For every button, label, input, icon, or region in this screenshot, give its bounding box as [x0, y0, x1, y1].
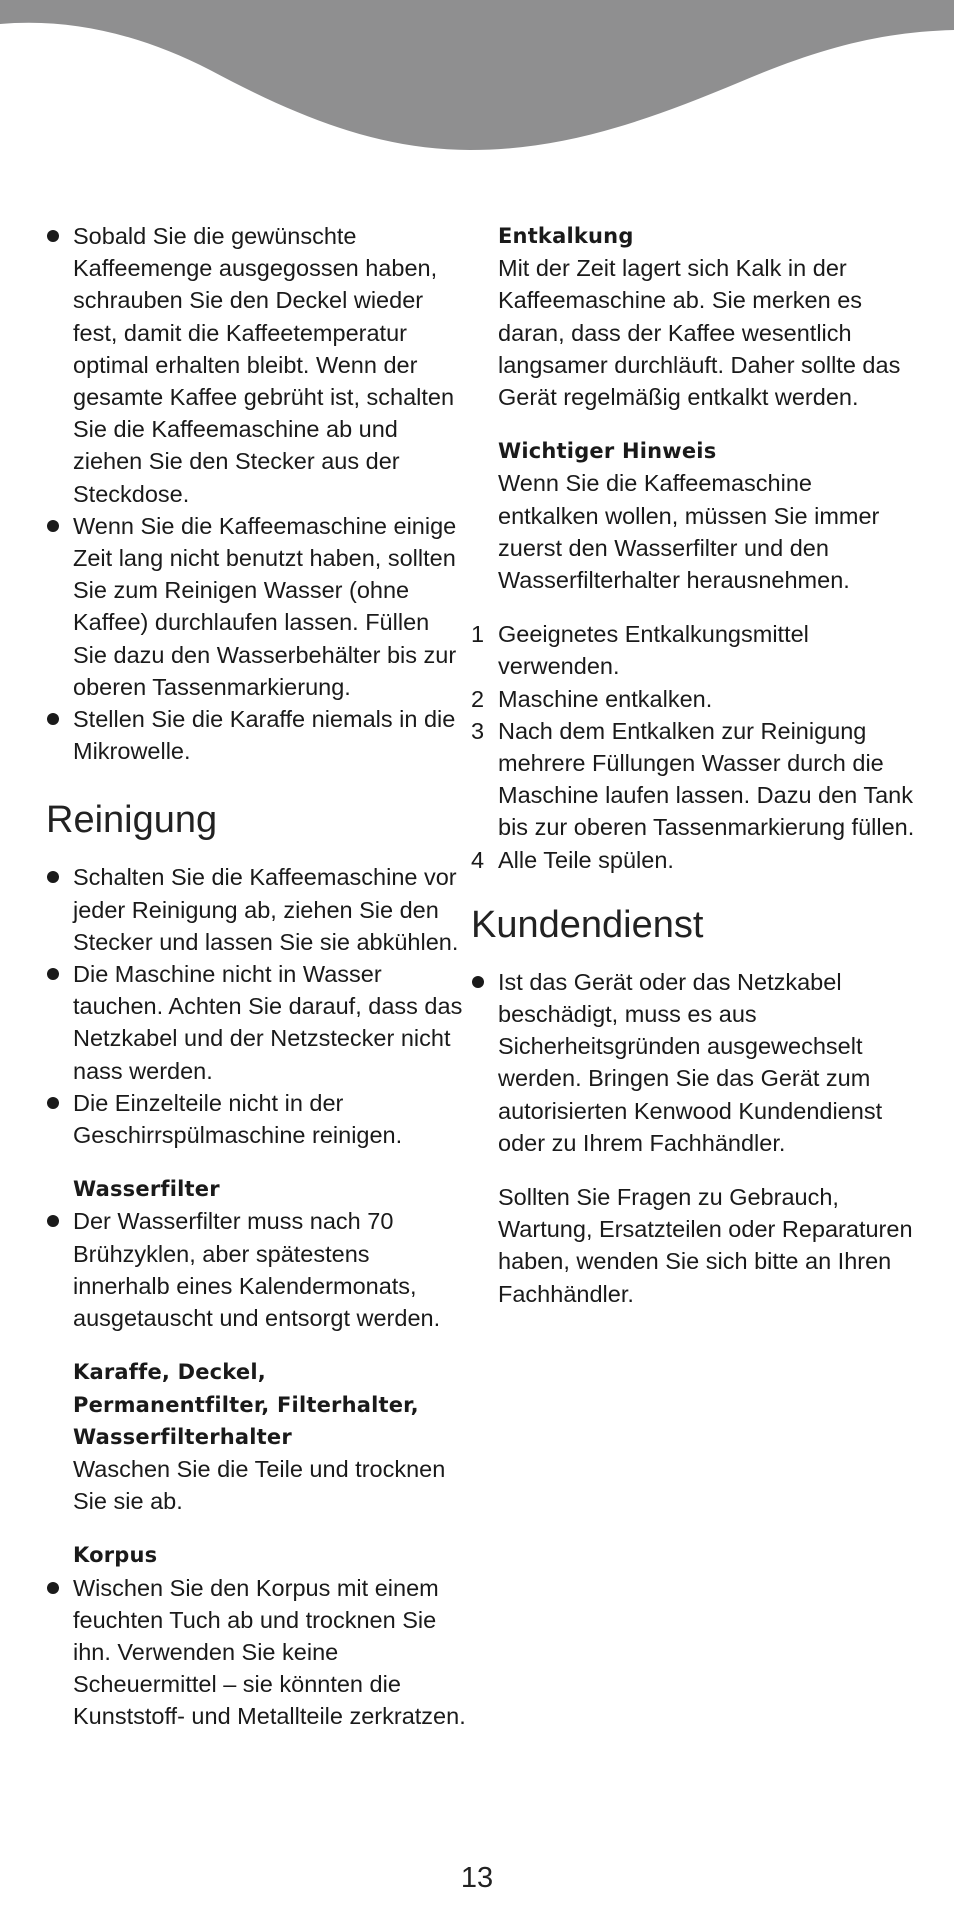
step-number: 1	[471, 621, 485, 648]
reinigung-heading: Reinigung	[46, 799, 218, 842]
hinweis-text: Wenn Sie die Kaffeemaschine entkalken wollen, müssen Sie immer zuerst den Wasserfilter und den Wasserfilterhalter herausnehmen.	[498, 470, 880, 594]
step-number: 2	[471, 685, 485, 712]
list-item: Die Maschine nicht in Wasser tauchen. Achten Sie darauf, dass das Netzkabel und der Netzstecker nicht nass werden.	[46, 958, 466, 1087]
list-item	[471, 715, 918, 844]
intro-bullet-list	[46, 220, 466, 767]
entkalkung-subheading: Entkalkung	[498, 224, 634, 248]
list-item: Schalten Sie die Kaffeemaschine vor jeder Reinigung ab, ziehen Sie den Stecker und lassen Sie sie abkühlen.	[46, 861, 466, 958]
list-item: Ist das Gerät oder das Netzkabel beschädigt, muss es aus Sicherheitsgründen ausgewechselt werden. Bringen Sie das Gerät zum autorisierten Kenwood Kundendienst oder zu Ihrem Fachhändler.	[471, 966, 918, 1159]
step-text: Nach dem Entkalken zur Reinigung mehrere Füllungen Wasser durch die Maschine laufen lassen. Dazu den Tank bis zur oberen Tassenmarkierung füllen.	[498, 717, 915, 841]
reinigung-bullet-list	[46, 861, 466, 1151]
list-item	[471, 844, 918, 876]
wasserfilter-subheading: Wasserfilter	[73, 1177, 220, 1202]
header-wave-decoration	[0, 0, 954, 160]
karaffe-text: Waschen Sie die Teile und trocknen Sie sie ab.	[73, 1455, 446, 1515]
hinweis-subheading: Wichtiger Hinweis	[498, 439, 717, 464]
karaffe-subheading: Karaffe, Deckel, Permanentfilter, Filterhalter, Wasserfilterhalter	[73, 1360, 419, 1449]
kundendienst-text: Sollten Sie Fragen zu Gebrauch, Wartung, Ersatzteilen oder Reparaturen haben, wenden Sie sich bitte an Ihren Fachhändler.	[498, 1184, 913, 1307]
step-text: Geeignetes Entkalkungsmittel verwenden.	[498, 621, 809, 680]
korpus-subheading: Korpus	[73, 1543, 158, 1568]
list-item: Stellen Sie die Karaffe niemals in die Mikrowelle.	[46, 703, 466, 767]
step-number: 3	[471, 717, 485, 744]
list-item: Die Einzelteile nicht in der Geschirrspülmaschine reinigen.	[46, 1087, 466, 1151]
right-column	[471, 220, 918, 1310]
kundendienst-heading: Kundendienst	[471, 903, 704, 946]
left-column	[46, 220, 466, 1733]
list-item: Der Wasserfilter muss nach 70 Brühzyklen, aber spätestens innerhalb eines Kalendermonats, ausgetauscht und entsorgt werden.	[46, 1205, 466, 1334]
list-item: Sobald Sie die gewünschte Kaffeemenge ausgegossen haben, schrauben Sie den Deckel wieder fest, damit die Kaffeetemperatur optimal erhalten bleibt. Wenn der gesamte Kaffee gebrüht ist, schalten Sie die Kaffeemaschine ab und ziehen Sie den Stecker aus der Steckdose.	[46, 220, 466, 510]
list-item	[471, 618, 918, 682]
page-number: 13	[460, 1862, 494, 1894]
list-item	[471, 683, 918, 715]
list-item: Wischen Sie den Korpus mit einem feuchten Tuch ab und trocknen Sie ihn. Verwenden Sie keine Scheuermittel – sie könnten die Kunststoff- und Metallteile zerkratzen.	[46, 1572, 466, 1733]
entkalkung-steps-list	[471, 618, 918, 876]
step-text: Alle Teile spülen.	[498, 846, 674, 873]
entkalkung-text: Mit der Zeit lagert sich Kalk in der Kaffeemaschine ab. Sie merken es daran, dass der Kaffee wesentlich langsamer durchläuft. Daher sollte das Gerät regelmäßig entkalkt werden.	[498, 255, 901, 411]
step-number: 4	[471, 846, 485, 873]
list-item: Wenn Sie die Kaffeemaschine einige Zeit lang nicht benutzt haben, sollten Sie zum Reinigen Wasser (ohne Kaffee) durchlaufen lassen. Füllen Sie dazu den Wasserbehälter bis zur oberen Tassenmarkierung.	[46, 510, 466, 703]
step-text: Maschine entkalken.	[498, 685, 713, 712]
header-wave-shape	[0, 0, 954, 150]
